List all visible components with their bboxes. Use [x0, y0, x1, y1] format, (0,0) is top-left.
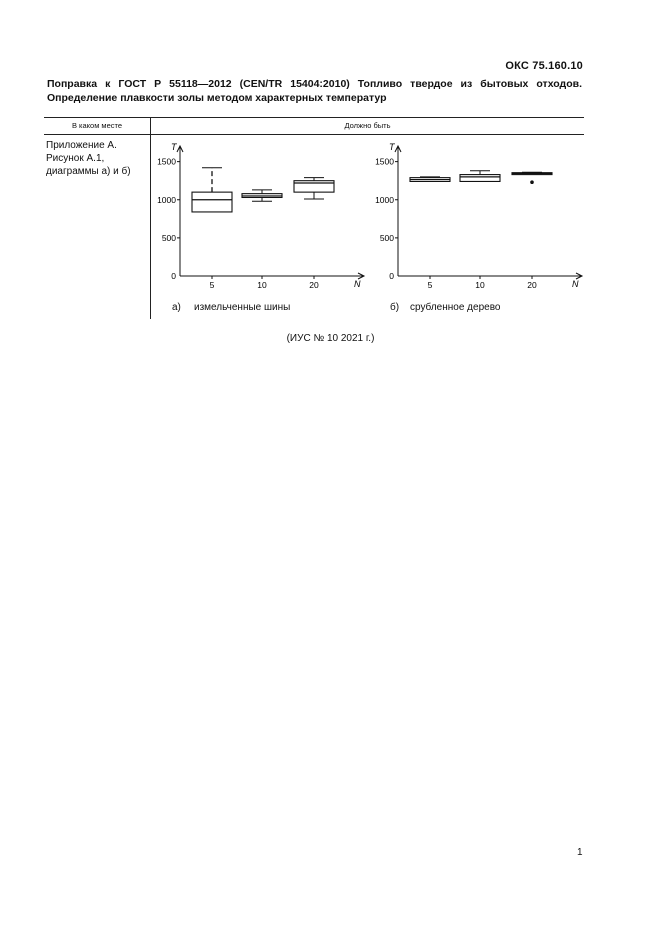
chart-a: [148, 140, 368, 290]
outlier-point: [530, 180, 534, 184]
y-tick-label: 1000: [157, 194, 176, 205]
table-header-border: [44, 134, 584, 135]
y-tick-label: 0: [389, 271, 394, 281]
y-tick-label: 1500: [375, 156, 394, 167]
x-tick-label: 20: [309, 280, 319, 290]
x-tick-label: 10: [257, 280, 267, 290]
y-tick-label: 1000: [375, 194, 394, 205]
chart-b-caption: срубленное дерево: [410, 302, 501, 313]
y-tick-label: 500: [379, 232, 394, 243]
y-axis-label: T: [389, 142, 395, 152]
y-axis-label: T: [171, 142, 177, 152]
chart-b: [366, 140, 586, 290]
table-top-border: [44, 117, 584, 118]
column-header-should-be: Должно быть: [344, 121, 391, 130]
chart-b-caption-letter: б): [390, 302, 400, 313]
x-tick-label: 5: [209, 280, 215, 290]
box: [460, 175, 500, 182]
y-tick-label: 1500: [157, 156, 176, 167]
box: [192, 192, 232, 212]
classification-code: ОКС 75.160.10: [505, 60, 583, 72]
y-tick-label: 0: [171, 271, 176, 281]
chart-a-svg: [148, 140, 368, 290]
x-axis-label: N: [572, 279, 579, 289]
y-tick-label: 500: [161, 232, 176, 243]
chart-a-caption: измельченные шины: [194, 302, 291, 313]
x-tick-label: 20: [527, 280, 537, 290]
x-axis-label: N: [354, 279, 361, 289]
chart-b-svg: [366, 140, 586, 290]
chart-a-caption-letter: а): [172, 302, 181, 313]
column-header-where: В каком месте: [71, 121, 123, 130]
ius-reference: (ИУС № 10 2021 г.): [286, 333, 375, 344]
page-number: 1: [577, 847, 583, 858]
location-reference: Приложение А. Рисунок А.1, диаграммы а) и б): [46, 140, 131, 177]
x-tick-label: 10: [475, 280, 485, 290]
document-title: Поправка к ГОСТ Р 55118—2012 (CEN/TR 15404:2010) Топливо твердое из бытовых отходов. Определение плавкости золы методом характерных температур: [47, 78, 582, 104]
x-tick-label: 5: [427, 280, 433, 290]
